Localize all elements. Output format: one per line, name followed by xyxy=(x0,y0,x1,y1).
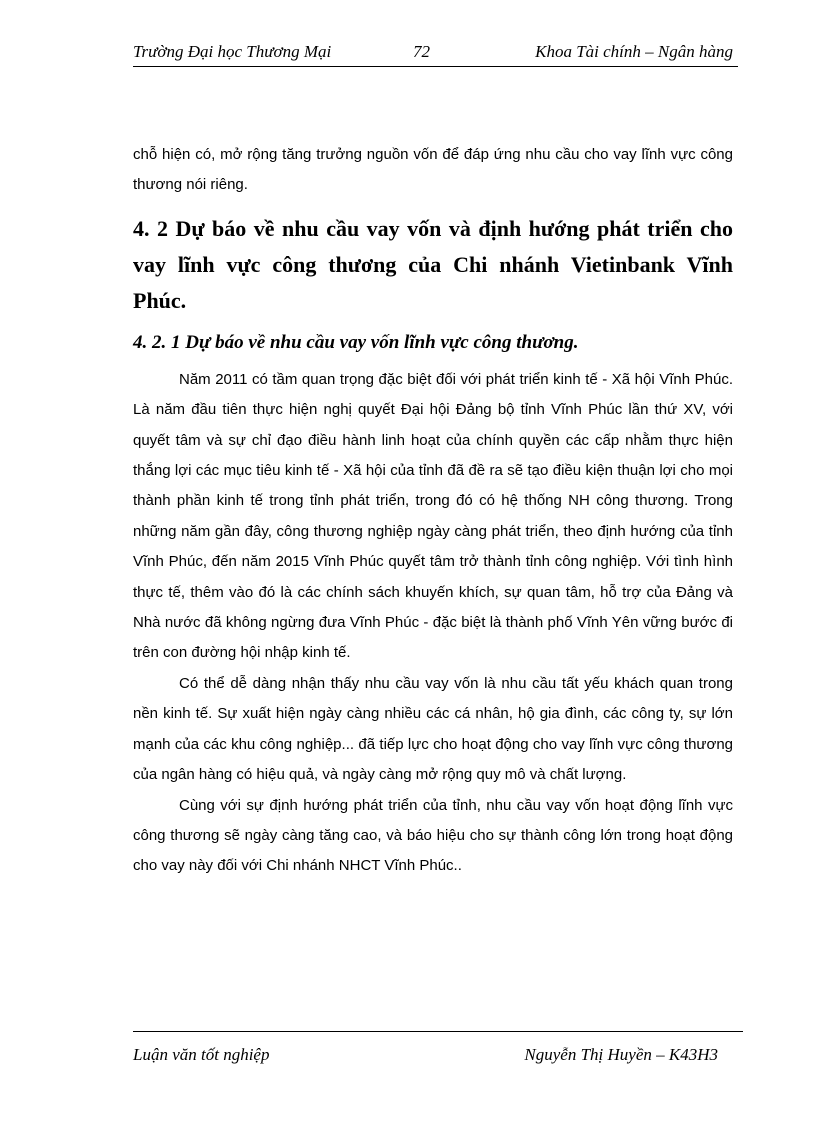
page-number: 72 xyxy=(413,42,430,61)
body-paragraph-1: Năm 2011 có tầm quan trọng đặc biệt đối với phát triển kinh tế - Xã hội Vĩnh Phúc. Là năm đầu tiên thực hiện nghị quyết Đại hội Đảng bộ tỉnh Vĩnh Phúc lần thứ XV, với quyết tâm và sự chỉ đạo điều hành linh hoạt của chính quyền các cấp nhằm thực hiện thắng lợi các mục tiêu kinh tế - Xã hội của tỉnh đã đề ra sẽ tạo điều kiện thuận lợi cho mọi thành phần kinh tế trong tỉnh phát triển, trong đó có hệ thống NH công thương. Trong những năm gần đây, công thương nghiệp ngày càng phát triển, theo định hướng của tỉnh Vĩnh Phúc, đến năm 2015 Vĩnh Phúc quyết tâm trở thành tỉnh công nghiệp. Với tình hình thực tế, thêm vào đó là các chính sách khuyến khích, sự quan tâm, hỗ trợ của Đảng và Nhà nước đã không ngừng đưa Vĩnh Phúc - đặc biệt là thành phố Vĩnh Yên vững bước đi trên con đường hội nhập kinh tế. xyxy=(133,370,733,662)
page-body xyxy=(133,140,733,882)
footer-divider xyxy=(133,1031,743,1032)
continuation-paragraph: chỗ hiện có, mở rộng tăng trưởng nguồn vốn để đáp ứng nhu cầu cho vay lĩnh vực công thương nói riêng. xyxy=(133,146,733,194)
footer-thesis-label: Luận văn tốt nghiệp xyxy=(133,1045,270,1064)
section-heading: 4. 2 Dự báo về nhu cầu vay vốn và định hướng phát triển cho vay lĩnh vực công thương của Chi nhánh Vietinbank Vĩnh Phúc. xyxy=(133,215,733,313)
subsection-heading: 4. 2. 1 Dự báo về nhu cầu vay vốn lĩnh vực công thương. xyxy=(133,331,579,353)
header-divider xyxy=(133,66,738,67)
footer-author: Nguyễn Thị Huyền – K43H3 xyxy=(524,1045,718,1064)
page-footer xyxy=(133,1045,718,1069)
body-paragraph-2: Có thể dễ dàng nhận thấy nhu cầu vay vốn là nhu cầu tất yếu khách quan trong nền kinh tế. Sự xuất hiện ngày càng nhiều các cá nhân, hộ gia đình, các công ty, sự lớn mạnh của các khu công nghiệp... đã tiếp lực cho hoạt động cho vay lĩnh vực công thương của ngân hàng có hiệu quả, và ngày càng mở rộng quy mô và chất lượng. xyxy=(133,674,733,784)
page-header xyxy=(133,40,733,66)
body-paragraph-3: Cùng với sự định hướng phát triển của tỉnh, nhu cầu vay vốn hoạt động lĩnh vực công thương sẽ ngày càng tăng cao, và báo hiệu cho sự thành công lớn trong hoạt động cho vay này đối với Chi nhánh NHCT Vĩnh Phúc.. xyxy=(133,796,733,875)
header-faculty: Khoa Tài chính – Ngân hàng xyxy=(535,42,733,61)
header-university: Trường Đại học Thương Mại xyxy=(133,42,332,61)
